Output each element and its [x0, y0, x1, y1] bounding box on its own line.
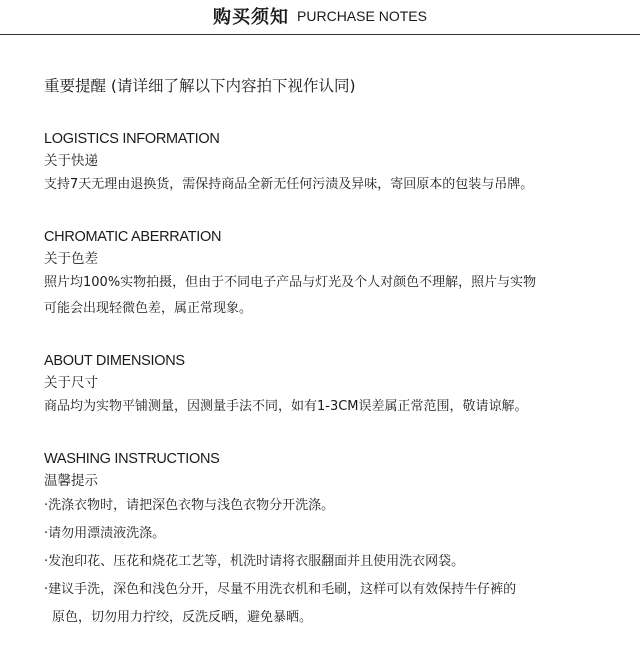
page-title [0, 3, 640, 29]
section-subheading: 关于快递 [44, 153, 98, 169]
section-subheading: 关于尺寸 [44, 375, 98, 391]
section-chromatic-aberration [44, 226, 624, 322]
list-item: ·发泡印花、压花和烧花工艺等，机洗时请将衣服翻面并且使用洗衣网袋。 [44, 554, 465, 569]
header-divider [0, 34, 640, 35]
section-subheading: 温馨提示 [44, 473, 98, 489]
title-english: PURCHASE NOTES [297, 8, 427, 24]
body-line: 支持7天无理由退换货，需保持商品全新无任何污渍及异味，寄回原本的包装与吊牌。 [44, 177, 534, 192]
list-item [44, 576, 624, 632]
section-subheading: 关于色差 [44, 251, 98, 267]
section-heading: WASHING INSTRUCTIONS [44, 451, 220, 467]
body-line: 可能会出现轻微色差，属正常现象。 [44, 301, 253, 316]
list-item: ·洗涤衣物时，请把深色衣物与浅色衣物分开洗涤。 [44, 498, 335, 513]
list-item-text: ·建议手洗，深色和浅色分开，尽量不用洗衣机和毛刷，这样可以有效保持牛仔裤的 [44, 582, 517, 597]
section-dimensions [44, 350, 624, 420]
washing-list [44, 492, 624, 632]
section-body [44, 172, 624, 198]
notes-content [44, 74, 624, 660]
important-reminder: 重要提醒 (请详细了解以下内容拍下视作认同) [44, 77, 356, 95]
section-body [44, 270, 624, 322]
page-header [0, 0, 640, 40]
body-line: 商品均为实物平铺测量，因测量手法不同，如有1-3CM误差属正常范围，敬请谅解。 [44, 399, 528, 414]
section-heading: CHROMATIC ABERRATION [44, 229, 222, 245]
list-item: ·请勿用漂渍液洗涤。 [44, 526, 166, 541]
section-washing [44, 448, 624, 632]
title-chinese: 购买须知 [213, 7, 290, 28]
section-heading: ABOUT DIMENSIONS [44, 353, 185, 369]
section-heading: LOGISTICS INFORMATION [44, 131, 220, 147]
section-logistics [44, 128, 624, 198]
list-item-continuation: 原色，切勿用力拧绞，反洗反晒，避免暴晒。 [52, 610, 313, 625]
body-line: 照片均100%实物拍摄，但由于不同电子产品与灯光及个人对颜色不理解，照片与实物 [44, 275, 537, 290]
section-body [44, 394, 624, 420]
